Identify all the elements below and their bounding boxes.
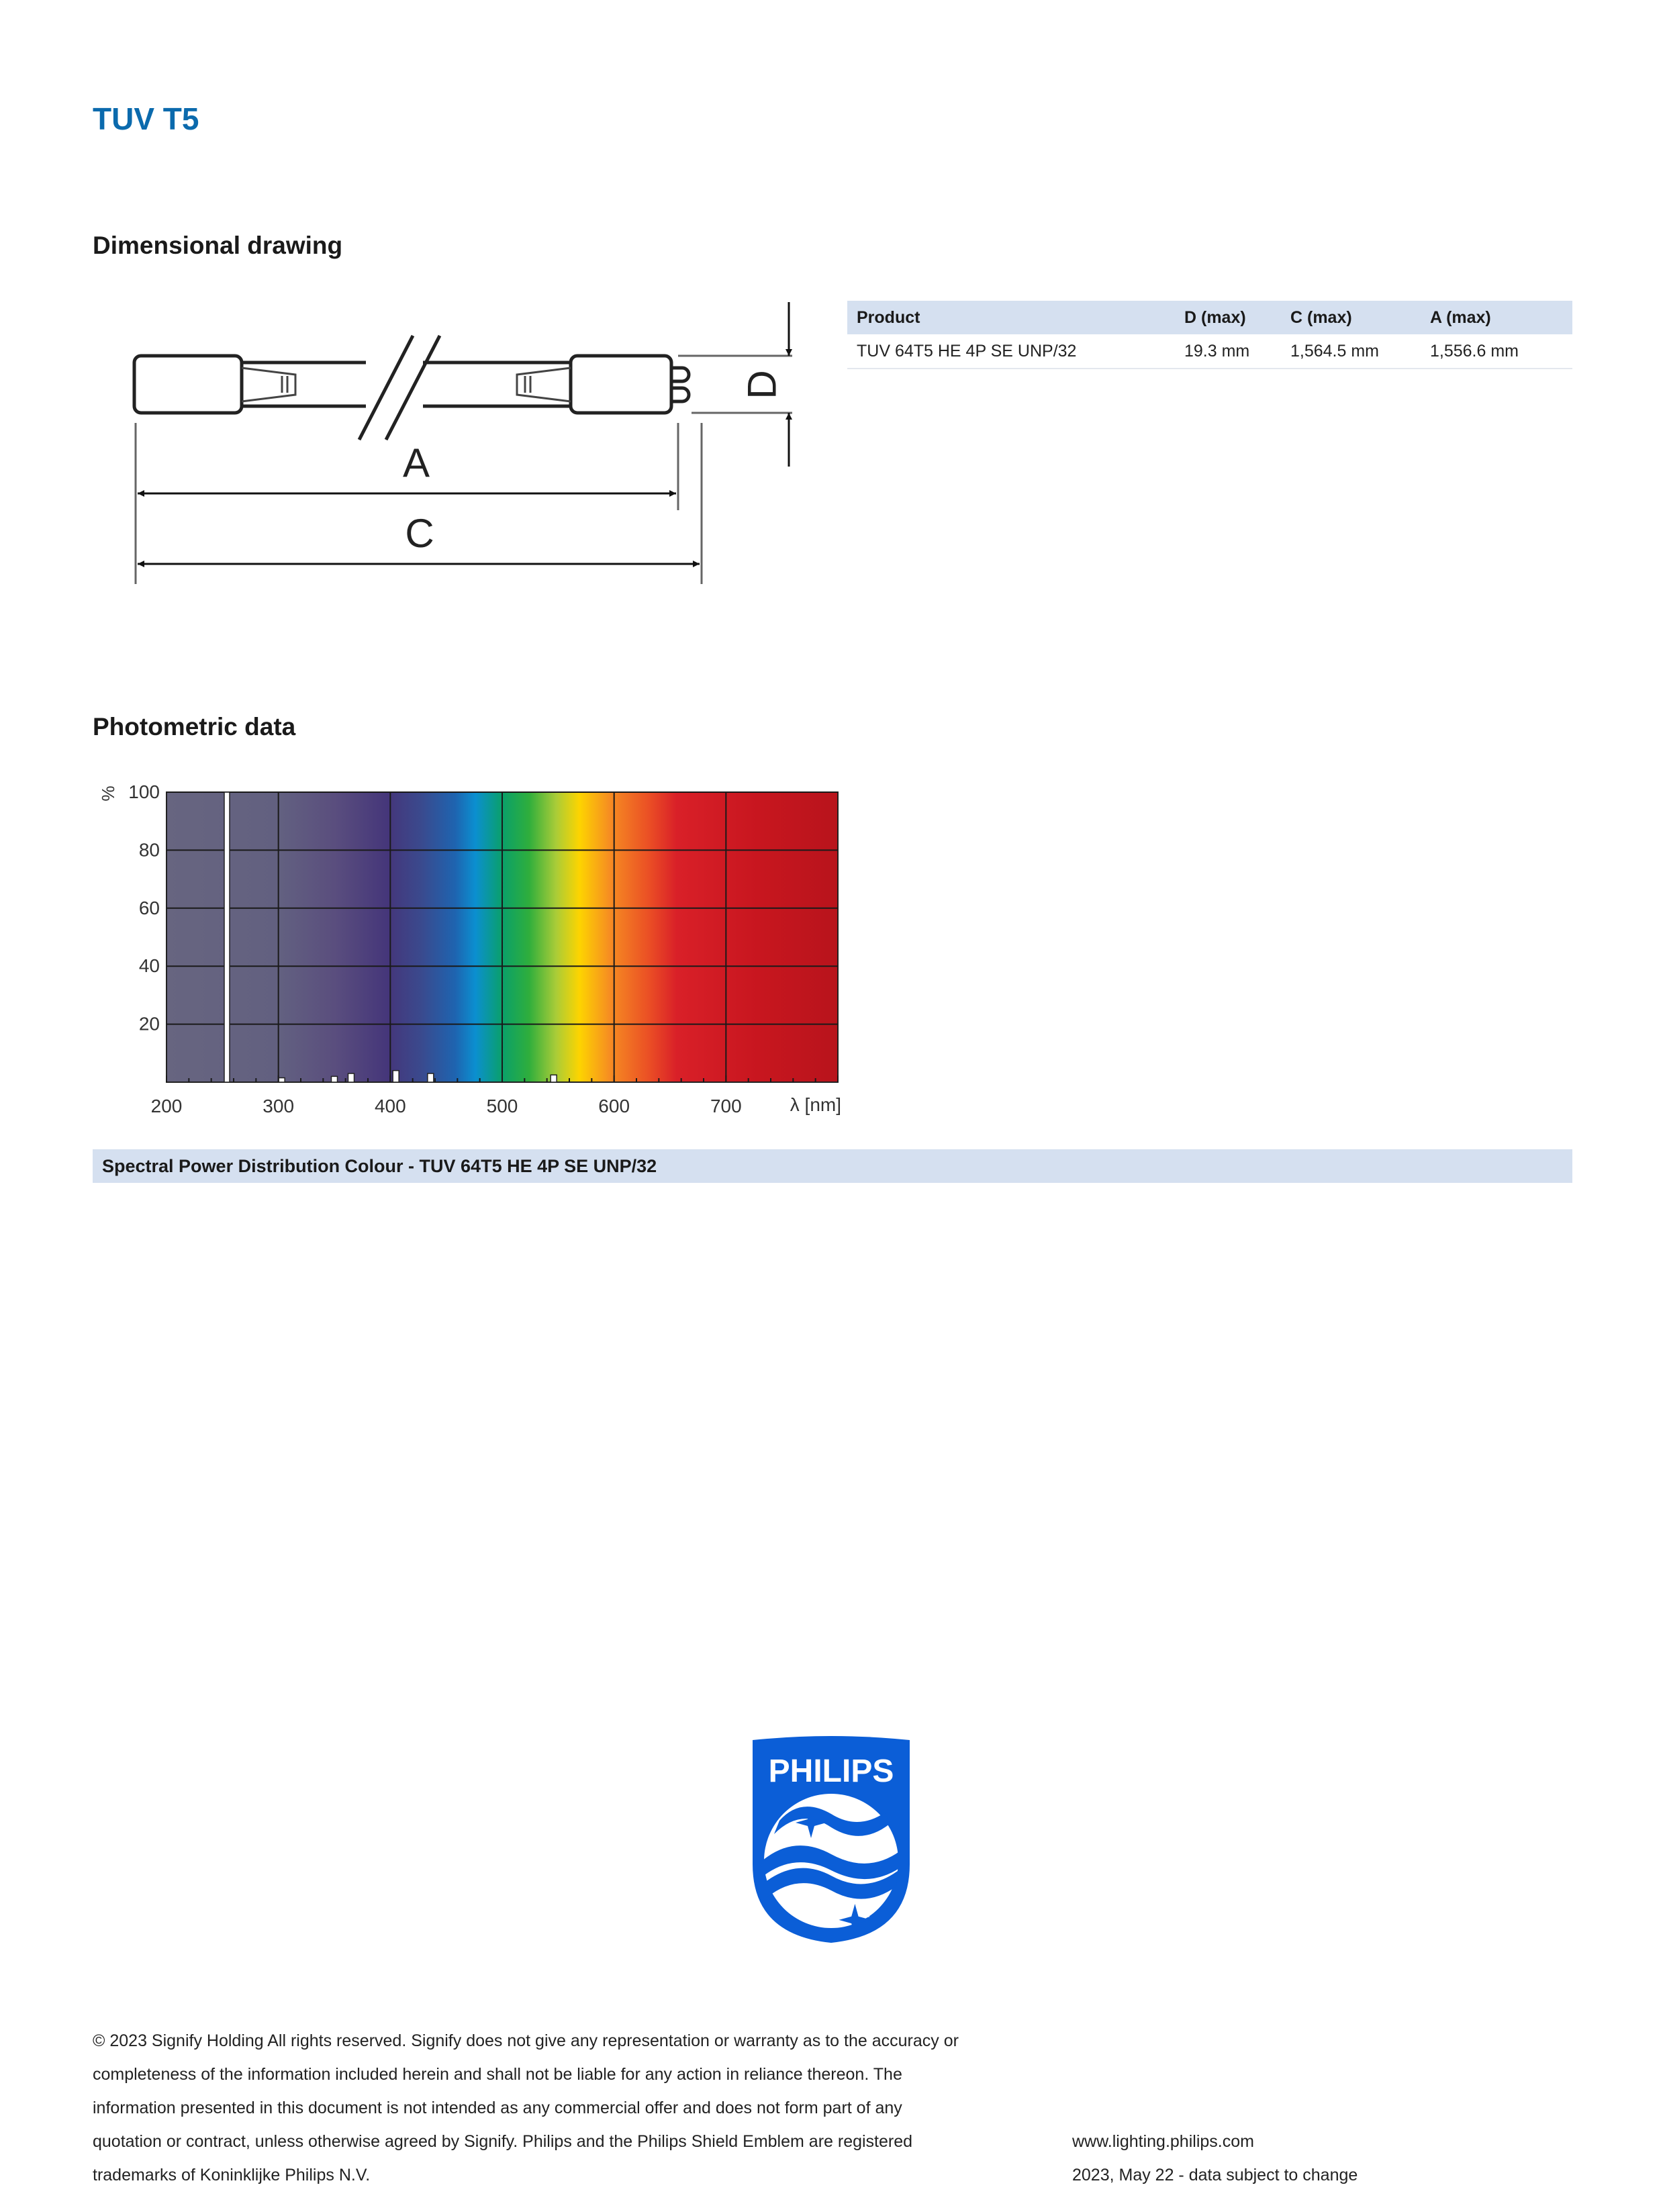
section-heading-photometric: Photometric data	[93, 713, 296, 740]
spectral-bar	[224, 792, 230, 1082]
label-c: C	[405, 511, 434, 556]
label-a: A	[402, 440, 430, 485]
filament-left	[242, 368, 295, 401]
y-tick-label: 20	[138, 1013, 160, 1035]
footer-line: completeness of the information included herein and shall not be liable for any action in reliance thereon. The	[93, 2065, 902, 2084]
footer-disclaimer	[93, 2024, 1059, 2192]
spectral-bar	[348, 1073, 354, 1082]
x-tick-label: 200	[150, 1096, 183, 1116]
spectral-bar	[428, 1073, 434, 1082]
header-c-max: C (max)	[1281, 301, 1421, 334]
header-d-max: D (max)	[1175, 301, 1281, 334]
chart-caption: Spectral Power Distribution Colour - TUV 64T5 HE 4P SE UNP/32	[93, 1149, 1572, 1183]
footer-line: trademarks of Koninklijke Philips N.V.	[93, 2166, 371, 2184]
y-tick-label: 100	[128, 781, 160, 802]
filament-right	[517, 368, 571, 401]
x-tick-labels	[151, 1096, 742, 1116]
y-tick-labels	[128, 781, 160, 1035]
cell-product: TUV 64T5 HE 4P SE UNP/32	[847, 334, 1175, 369]
spectral-bar	[279, 1078, 285, 1082]
x-tick-label: 600	[598, 1096, 630, 1116]
y-tick-label: 80	[138, 839, 160, 861]
header-product: Product	[847, 301, 1175, 334]
philips-shield-logo	[747, 1733, 915, 1945]
spectral-power-chart	[81, 772, 853, 1121]
philips-wordmark: PHILIPS	[768, 1753, 894, 1789]
footer-line: information presented in this document is not intended as any commercial offer and does not form part of any	[93, 2099, 902, 2117]
footer-date: 2023, May 22 - data subject to change	[1072, 2166, 1358, 2184]
document-title: TUV T5	[93, 101, 199, 136]
y-tick-label: 60	[138, 897, 160, 918]
x-tick-label: 300	[263, 1096, 295, 1116]
footer-website[interactable]: www.lighting.philips.com	[1072, 2132, 1254, 2151]
footer-line: quotation or contract, unless otherwise agreed by Signify. Philips and the Philips Shield Emblem are registered	[93, 2132, 913, 2151]
dimensions-table	[847, 301, 1572, 369]
dimensional-drawing	[121, 289, 832, 604]
y-axis-label: %	[98, 785, 118, 802]
section-heading-dimensional: Dimensional drawing	[93, 232, 343, 259]
spectral-bar	[332, 1076, 338, 1082]
x-tick-label: 500	[486, 1096, 518, 1116]
x-tick-label: 700	[710, 1096, 742, 1116]
y-tick-label: 40	[138, 955, 160, 977]
footer-right	[1072, 2125, 1358, 2192]
spectral-bar	[393, 1071, 399, 1082]
cell-c-max: 1,564.5 mm	[1281, 334, 1421, 369]
x-axis-label: λ [nm]	[790, 1094, 841, 1115]
table-header-row	[847, 301, 1572, 334]
cell-d-max: 19.3 mm	[1175, 334, 1281, 369]
label-d: D	[739, 370, 785, 399]
header-a-max: A (max)	[1421, 301, 1572, 334]
footer-line: © 2023 Signify Holding All rights reserved. Signify does not give any representation or warranty as to the accuracy or	[93, 2031, 959, 2050]
x-tick-label: 400	[374, 1096, 406, 1116]
table-row	[847, 334, 1572, 369]
cell-a-max: 1,556.6 mm	[1421, 334, 1572, 369]
spectral-bar	[551, 1075, 557, 1082]
